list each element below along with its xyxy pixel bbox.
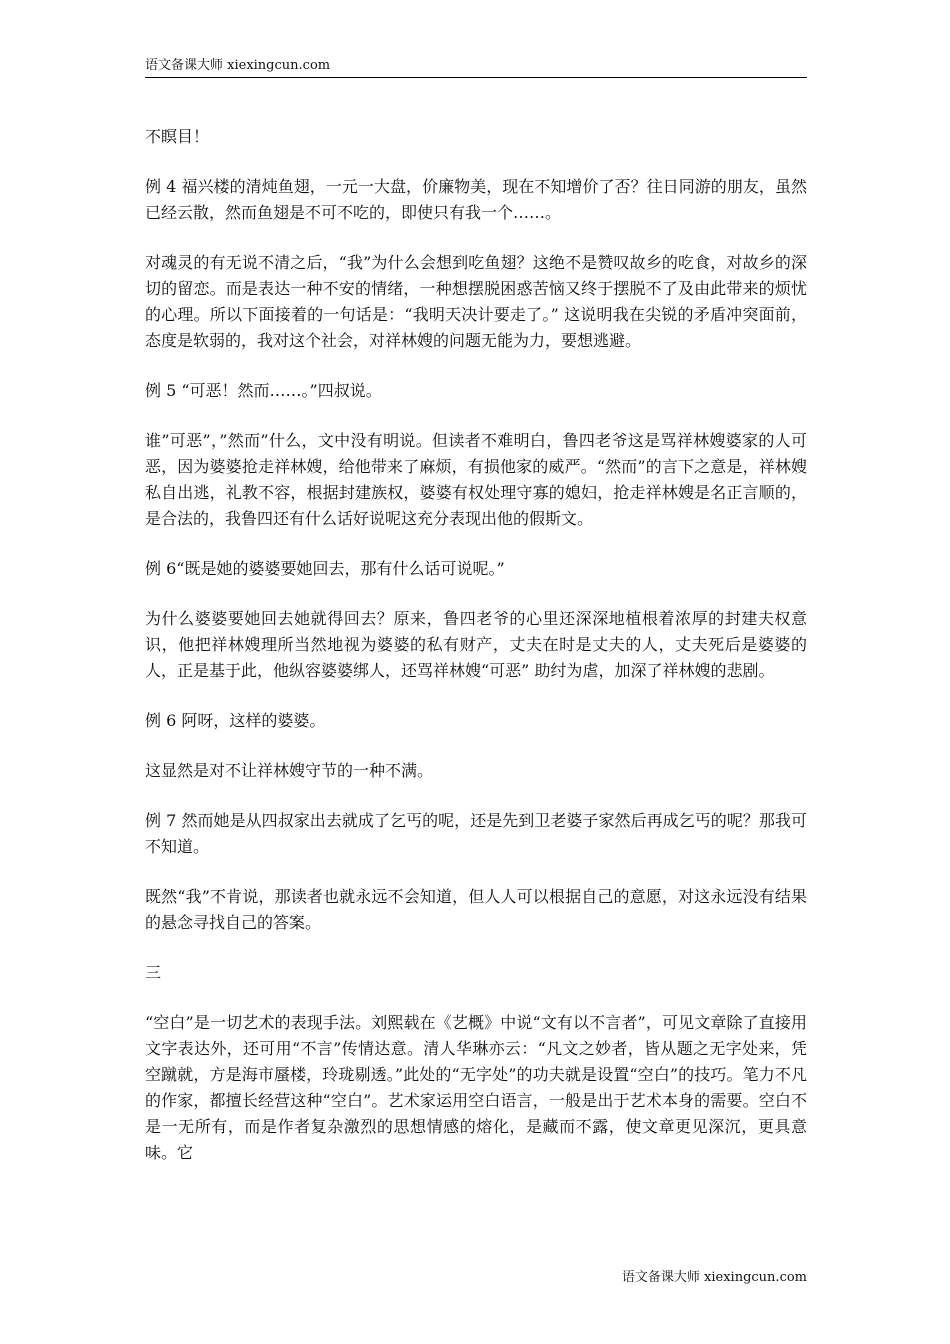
- paragraph: “空白”是一切艺术的表现手法。刘熙载在《艺概》中说“文有以不言者”，可见文章除了直接用文字表达外，还可用“不言”传情达意。清人华琳亦云：“凡文之妙者，皆从题之无字处来，凭空蹴就，方是海市蜃楼，玲珑剔透。”此处的“无字处”的功夫就是设置“空白”的技巧。笔力不凡的作家，都擅长经营这种“空白”。艺术家运用空白语言，一般是出于艺术本身的需要。空白不是一无所有，而是作者复杂激烈的思想情感的熔化，是藏而不露，使文章更见深沉，更具意味。它: [145, 1013, 807, 1162]
- page-footer: 语文备课大师 xiexingcun.com: [621, 1270, 807, 1285]
- document-body: [145, 124, 807, 1190]
- paragraph: 不瞑目！: [145, 127, 210, 146]
- paragraph: 对魂灵的有无说不清之后，“我”为什么会想到吃鱼翅？这绝不是赞叹故乡的吃食，对故乡的深切的留恋。而是表达一种不安的情绪，一种想摆脱困惑苦恼又终于摆脱不了及由此带来的烦忧的心理。所以下面接着的一句话是：“我明天决计要走了。” 这说明我在尖锐的矛盾冲突面前，态度是软弱的，我对这个社会，对祥林嫂的问题无能为力，要想逃避。: [145, 253, 807, 350]
- paragraph: 既然“我”不肯说，那读者也就永远不会知道，但人人可以根据自己的意愿，对这永远没有结果的悬念寻找自己的答案。: [145, 887, 807, 932]
- paragraph: 例 4 福兴楼的清炖鱼翅，一元一大盘，价廉物美，现在不知增价了否？往日同游的朋友，虽然已经云散，然而鱼翅是不可不吃的，即使只有我一个……。: [145, 177, 807, 222]
- section-number: 三: [145, 963, 162, 982]
- paragraph: 谁”可恶”，”然而”什么，文中没有明说。但读者不难明白，鲁四老爷这是骂祥林嫂婆家的人可恶，因为婆婆抢走祥林嫂，给他带来了麻烦，有损他家的威严。“然而”的言下之意是，祥林嫂私自出逃，礼教不容，根据封建族权，婆婆有权处理守寡的媳妇，抢走祥林嫂是名正言顺的，是合法的，我鲁四还有什么话好说呢这充分表现出他的假斯文。: [145, 431, 807, 528]
- page-header: 语文备课大师 xiexingcun.com: [145, 58, 331, 73]
- paragraph: 例 6 阿呀，这样的婆婆。: [145, 711, 326, 730]
- paragraph: 为什么婆婆要她回去她就得回去？原来，鲁四老爷的心里还深深地植根着浓厚的封建夫权意识，他把祥林嫂理所当然地视为婆婆的私有财产，丈夫在时是丈夫的人，丈夫死后是婆婆的人，正是基于此，他纵容婆婆绑人，还骂祥林嫂“可恶” 助纣为虐，加深了祥林嫂的悲剧。: [145, 609, 807, 680]
- paragraph: 例 7 然而她是从四叔家出去就成了乞丐的呢，还是先到卫老婆子家然后再成乞丐的呢？那我可不知道。: [145, 811, 807, 856]
- paragraph: 这显然是对不让祥林嫂守节的一种不满。: [145, 761, 434, 780]
- paragraph: 例 5 “可恶！然而……。”四叔说。: [145, 381, 382, 400]
- paragraph: 例 6“既是她的婆婆要她回去，那有什么话可说呢。”: [145, 559, 505, 578]
- header-divider: [145, 77, 807, 78]
